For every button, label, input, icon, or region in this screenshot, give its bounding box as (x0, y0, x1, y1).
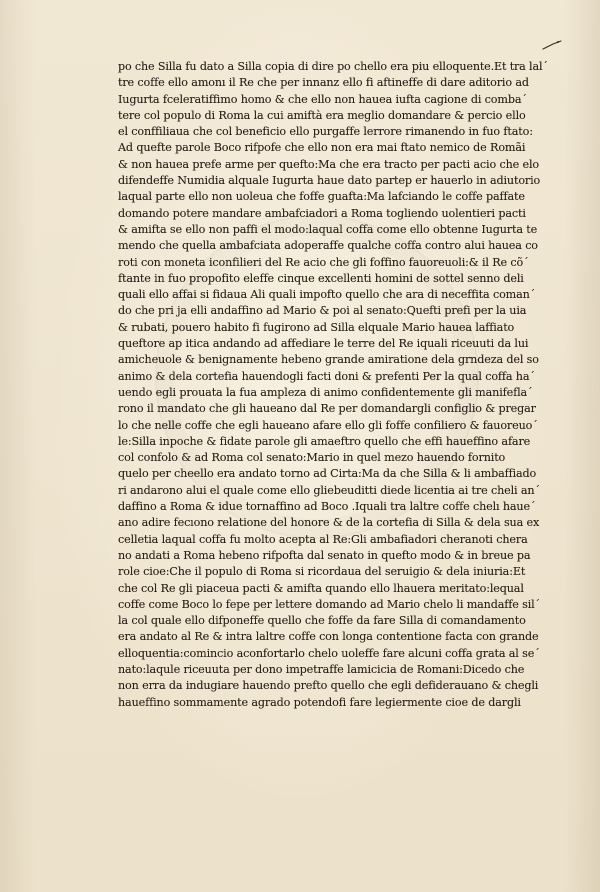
text-line: difendeffe Numidia alquale Iugurta haue dato partep er hauerlo in adiutorio (118, 174, 541, 188)
text-line: roti con moneta iconfilieri del Re acio che gli foffino fauoreuoli:& il Re cõ´ (118, 255, 529, 269)
text-line: uendo egli prouata la fua ampleza di animo confidentemente gli manifefla´ (118, 385, 533, 399)
text-line: rono il mandato che gli haueano dal Re per domandargli configlio & pregar (118, 402, 536, 416)
text-line: daffino a Roma & idue tornaffino ad Boco .Iquali tra laltre coffe chelı haue´ (118, 500, 536, 514)
text-line: role cioe:Che il populo di Roma si ricordaua del seruigio & dela iniuria:Et (118, 565, 526, 579)
text-line: amicheuole & benignamente hebeno grande amiratione dela grndeza del so (118, 353, 539, 367)
margin-mark-icon (541, 38, 563, 52)
text-line: & amifta se ello non paffi el modo:laqual coffa come ello obtenne Iugurta te (118, 222, 538, 236)
text-line: le:Silla inpoche & fidate parole gli amaeftro quello che effi haueffino afare (118, 434, 531, 448)
text-line: Iugurta fceleratiffimo homo & che ello non haueа iufta cagione di comba´ (118, 92, 527, 106)
text-line: col confolo & ad Roma col senato:Mario in quel mezo hauendo fornito (118, 451, 506, 465)
text-line: non erra da indugiare hauendo prefto quello che egli defiderauano & chegli (118, 679, 539, 693)
text-line: queftore ap itica andando ad affediare le terre del Re iquali riceuuti da lui (118, 337, 529, 351)
text-line: domando potere mandare ambafciadori a Roma togliendo uolentieri pacti (118, 206, 526, 220)
text-line: mendo che quella ambafciata adoperaffe qualche coffa contro alui hauea co (118, 239, 538, 253)
text-line: el conffiliaua che col beneficio ello purgaffe lerrore rimanendo in fuo ftato: (118, 125, 533, 139)
text-line: ftante in fuo propofito eleffe cinque excellenti homini de sottel senno deli (118, 271, 524, 285)
text-line: ano adire fecıono relatione del honore & de la cortefia di Silla & dela sua ex (118, 516, 540, 530)
text-line: & rubati, pouero habito fi fugirono ad Silla elquale Mario hauea laffiato (118, 320, 515, 334)
text-line: po che Silla fu dato a Silla copia di dire po chello era piu elloquente.Et tra lal´ (118, 60, 548, 73)
text-line: ri andarono alui el quale come ello gliebeuditti diede licentia ai tre cheli an´ (118, 483, 540, 497)
text-line: quelo per cheello era andato torno ad Cirta:Ma da che Silla & li ambaffiado (118, 467, 537, 481)
text-line: no andati a Roma hebeno rifpofta dal senato in quefto modo & in breue pa (118, 548, 531, 562)
text-line: lo che nelle coffe che egli haueano afare ello gli foffe confiliero & fauoreuo´ (118, 418, 538, 432)
text-line: che col Re gli piaceua pacti & amifta quando ello lhauera meritato:lequal (118, 581, 524, 595)
text-line: celletia laqual coffa fu molto acepta al Re:Gli ambafiadori cheranoti chera (118, 532, 528, 546)
text-line: coffe come Boco lo fepe per lettere domando ad Mario chelo li mandaffe sil´ (118, 597, 541, 611)
text-line: elloquentia:comincio aconfortarlo chelo uoleffe fare alcuni coffa grata al se´ (118, 646, 540, 660)
text-line: tere col populo di Roma la cui amiftà era meglio domandare & percio ello (118, 108, 526, 122)
text-line: tre coffe ello amonı il Re che per innanz ello fi aftineffe di dare aditorio ad (118, 76, 529, 90)
body-text (118, 59, 548, 711)
text-line: la col quale ello difponeffe quello che foffe da fare Silla di comandamento (118, 614, 526, 628)
text-line: do che pri ja elli andaffino ad Mario & poi al senato:Quefti prefi per la uia (118, 304, 527, 318)
text-line: Ad quefte parole Boco rifpofe che ello non era mai ftato nemico de Romãi (118, 141, 526, 155)
text-line: laqual parte ello non uoleua che foffe guafta:Ma lafciando le coffe paffate (118, 190, 525, 204)
text-line: era andato al Re & intra laltre coffe con longa contentione facta con grande (118, 630, 539, 644)
text-line: quali ello affai si fidaua Ali quali impofto quello che ara di neceffita coman´ (118, 288, 536, 302)
text-line: & non hauea prefe arme per quefto:Ma che era tracto per pacti acio che elo (118, 157, 540, 171)
text-line: haueffino sommamente agrado potendofi fare legiermente cioe de dargli (118, 695, 521, 709)
text-line: nato:laqule riceuuta per dono impetraffe lamicicia de Romani:Dicedo che (118, 662, 525, 676)
text-line: animo & dela cortefia hauendogli facti doni & prefenti Per la qual coffa ha´ (118, 369, 535, 383)
